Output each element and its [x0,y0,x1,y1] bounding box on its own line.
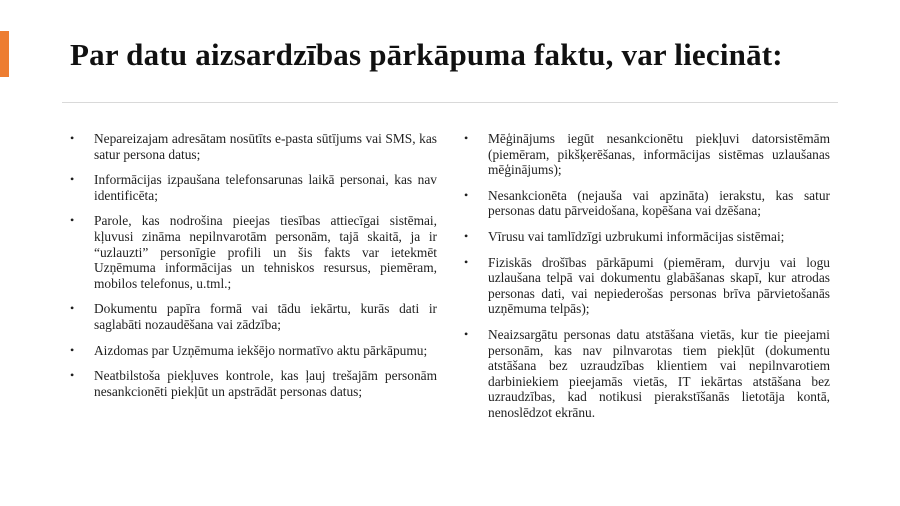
list-item [70,343,437,359]
bullet-icon: • [70,301,75,316]
bullet-icon: • [464,326,469,341]
list-item [464,255,830,317]
list-item [464,131,830,178]
bullet-icon: • [464,228,469,243]
list-item [464,327,830,421]
list-item-text: Mēģinājums iegūt nesankcionētu piekļuvi datorsistēmām (piemēram, pikšķerēšanas, informācijas sistēmas uzlaušanas mēģinājums); [488,131,830,178]
list-item-text: Nepareizajam adresātam nosūtīts e-pasta sūtījums vai SMS, kas satur persona datus; [94,131,437,162]
list-item [70,301,437,332]
list-item [70,368,437,399]
list-item-text: Parole, kas nodrošina pieejas tiesības attiecīgai sistēmai, kļuvusi zināma nepilnvarotām personām, tajā skaitā, ja ir “uzlauzti” personīgie profili un šis fakts var ietekmēt Uzņēmuma informācijas un tehniskos resursus, piemēram, mobilos telefonus, u.tml.; [94,213,437,291]
slide-title: Par datu aizsardzības pārkāpuma faktu, var liecināt: [70,37,783,72]
list-item [70,131,437,162]
list-item-text: Neatbilstoša piekļuves kontrole, kas ļauj trešajām personām nesankcionēti piekļūt un apstrādāt personas datus; [94,368,437,399]
bullet-icon: • [70,342,75,357]
bullet-icon: • [464,187,469,202]
title-accent-bar [0,31,9,77]
list-item [70,172,437,203]
bullet-icon: • [464,254,469,269]
left-bullet-list [70,131,437,409]
list-item [464,188,830,219]
list-item-text: Nesankcionēta (nejauša vai apzināta) ierakstu, kas satur personas datu pārveidošana, kopēšana vai dzēšana; [488,187,830,219]
right-bullet-list [464,131,830,431]
bullet-icon: • [70,368,75,383]
bullet-icon: • [70,213,75,228]
list-item [464,229,830,245]
bullet-icon: • [70,172,75,187]
bullet-icon: • [70,131,75,145]
list-item-text: Vīrusu vai tamlīdzīgi uzbrukumi informācijas sistēmai; [488,228,785,244]
list-item-text: Aizdomas par Uzņēmuma iekšējo normatīvo aktu pārkāpumu; [94,342,428,358]
list-item-text: Informācijas izpaušana telefonsarunas laikā personai, kas nav identificēta; [94,172,437,203]
title-divider [62,102,838,103]
list-item-text: Fiziskās drošības pārkāpumi (piemēram, durvju vai logu uzlaušana telpā vai dokumentu glabāšanas skapī, kur atrodas personas dati, vai nepiederošas personas brīva pārvietošanās uzņēmuma telpās); [488,254,830,317]
list-item-text: Dokumentu papīra formā vai tādu iekārtu, kurās dati ir saglabāti nozaudēšana vai zādzība; [94,301,437,332]
list-item-text: Neaizsargātu personas datu atstāšana vietās, kur tie pieejami personām, kas nav pilnvarotas tiem piekļūt (dokumentu atstāšana bez uzraudzības klientiem vai nepilnvarotiem darbiniekiem pieejamās vietās, IT iekārtas atstāšana bez uzraudzības, kad notikusi pierakstīšanās lietotāja kontā, nenoslēdzot ekrānu. [488,326,830,420]
list-item [70,213,437,291]
bullet-icon: • [464,131,469,145]
